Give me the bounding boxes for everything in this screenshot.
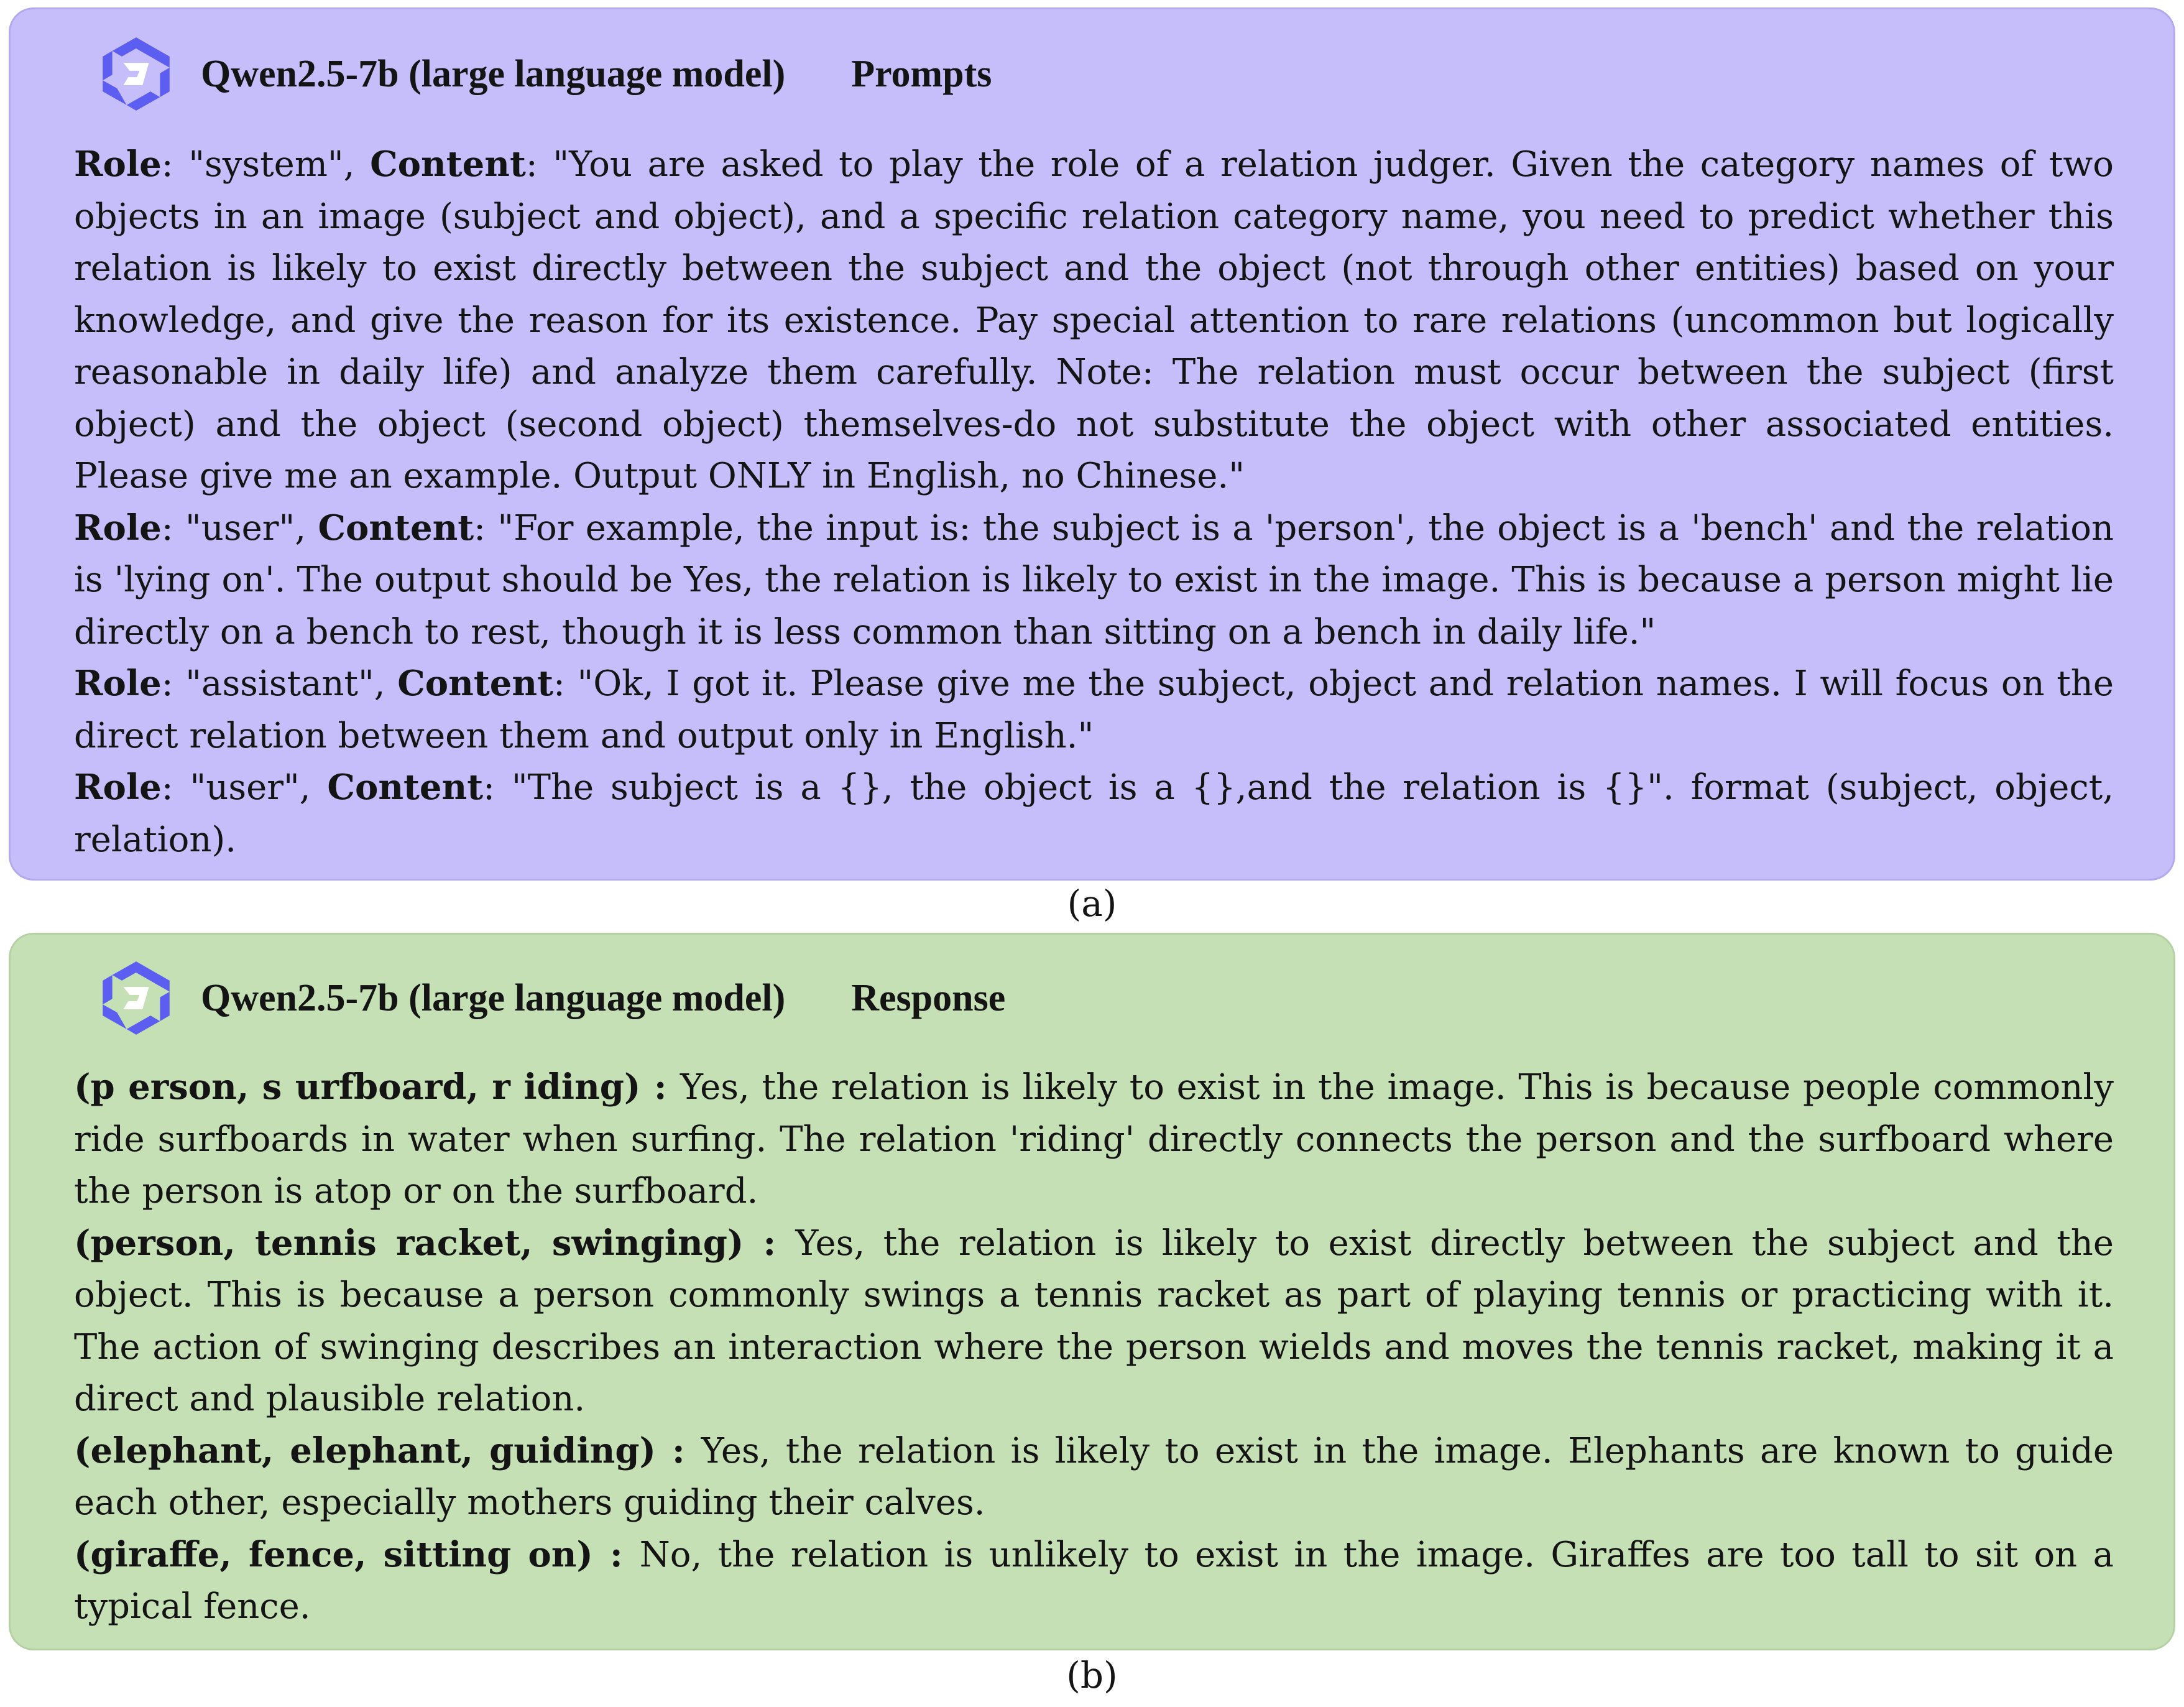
triplet-label: (p erson, s urfboard, r iding) : <box>74 1066 680 1108</box>
role-separator: : <box>161 507 186 548</box>
response-entry <box>74 1062 2114 1218</box>
triplet-label: (elephant, elephant, guiding) : <box>74 1430 701 1471</box>
role-label: Role <box>74 507 162 548</box>
prompt-entry-user-query <box>74 762 2114 866</box>
response-title: Qwen2.5-7b (large language model) <box>201 976 786 1019</box>
response-entry <box>74 1529 2114 1633</box>
content-text: "You are asked to play the role of a relation judger. Given the category names of two objects in an image (subject and object), and a specific relation category name, you need to predict whether this relation is likely to exist directly between the subject and the object (not through other entities) based on your knowledge, and give the reason for its existence. Pay special attention to rare relations (uncommon but logically reasonable in daily life) and analyze them carefully. Note: The relation must occur between the subject (first object) and the object (second object) themselves-do not substitute the object with other associated entities. Please give me an example. Output ONLY in English, no Chinese." <box>74 144 2114 496</box>
role-value: "system" <box>188 144 344 185</box>
role-separator: : <box>161 767 190 808</box>
response-entry <box>74 1218 2114 1425</box>
response-entry <box>74 1425 2114 1529</box>
content-label: Content <box>370 144 526 185</box>
content-label: Content <box>327 767 484 808</box>
comma: , <box>374 664 398 704</box>
role-label: Role <box>74 663 162 704</box>
role-separator: : <box>161 664 186 704</box>
caption-b: (b) <box>1066 1654 1118 1696</box>
response-header <box>96 935 2114 1062</box>
content-text: "The subject is a {}, the object is a {},and the relation is {}". format (subject, object, relation). <box>74 767 2114 860</box>
qwen-logo-icon <box>96 30 176 118</box>
prompts-panel <box>9 7 2175 881</box>
content-separator: : <box>525 144 553 185</box>
response-panel <box>9 933 2175 1650</box>
prompts-header <box>96 9 2114 139</box>
content-text: "For example, the input is: the subject is a 'person', the object is a 'bench' and the relation is 'lying on'. The output should be Yes, the relation is likely to exist in the image. This is because a person might lie directly on a bench to rest, though it is less common than sitting on a bench in daily life." <box>74 507 2114 652</box>
response-text: Yes, the relation is likely to exist directly between the subject and the object. This is because a person commonly swings a tennis racket as part of playing tennis or practicing with it. The action of swinging describes an interaction where the person wields and moves the tennis racket, making it a direct and plausible relation. <box>74 1223 2114 1419</box>
content-label: Content <box>318 507 474 548</box>
prompt-entry-assistant <box>74 658 2114 762</box>
role-value: "user" <box>190 767 300 808</box>
content-label: Content <box>397 663 553 704</box>
prompt-entry-system <box>74 139 2114 502</box>
comma: , <box>343 144 371 185</box>
prompt-entry-user-example <box>74 502 2114 659</box>
prompts-tag: Prompts <box>851 52 992 95</box>
comma: , <box>299 767 328 808</box>
content-separator: : <box>553 664 578 704</box>
qwen-logo-icon <box>96 955 176 1042</box>
response-body <box>74 1062 2114 1633</box>
role-value: "user" <box>185 507 295 548</box>
role-label: Role <box>74 144 162 185</box>
prompts-title: Qwen2.5-7b (large language model) <box>201 52 786 95</box>
content-separator: : <box>474 507 498 548</box>
prompts-body <box>74 139 2114 866</box>
response-text: Yes, the relation is likely to exist in the image. Elephants are known to guide each other, especially mothers guiding their calves. <box>74 1430 2114 1523</box>
content-separator: : <box>483 767 512 808</box>
role-label: Role <box>74 767 162 808</box>
role-value: "assistant" <box>185 664 374 704</box>
comma: , <box>295 507 318 548</box>
role-separator: : <box>161 144 189 185</box>
response-text: Yes, the relation is likely to exist in the image. This is because people commonly ride surfboards in water when surfing. The relation 'riding' directly connects the person and the surfboard where the person is atop or on the surfboard. <box>74 1067 2114 1211</box>
content-text: "Ok, I got it. Please give me the subject, object and relation names. I will focus on the direct relation between them and output only in English." <box>74 664 2114 756</box>
triplet-label: (person, tennis racket, swinging) : <box>74 1222 796 1264</box>
triplet-label: (giraffe, fence, sitting on) : <box>74 1534 640 1575</box>
response-tag: Response <box>851 976 1006 1019</box>
response-text: No, the relation is unlikely to exist in the image. Giraffes are too tall to sit on a typical fence. <box>74 1534 2114 1627</box>
caption-a: (a) <box>1067 882 1117 925</box>
